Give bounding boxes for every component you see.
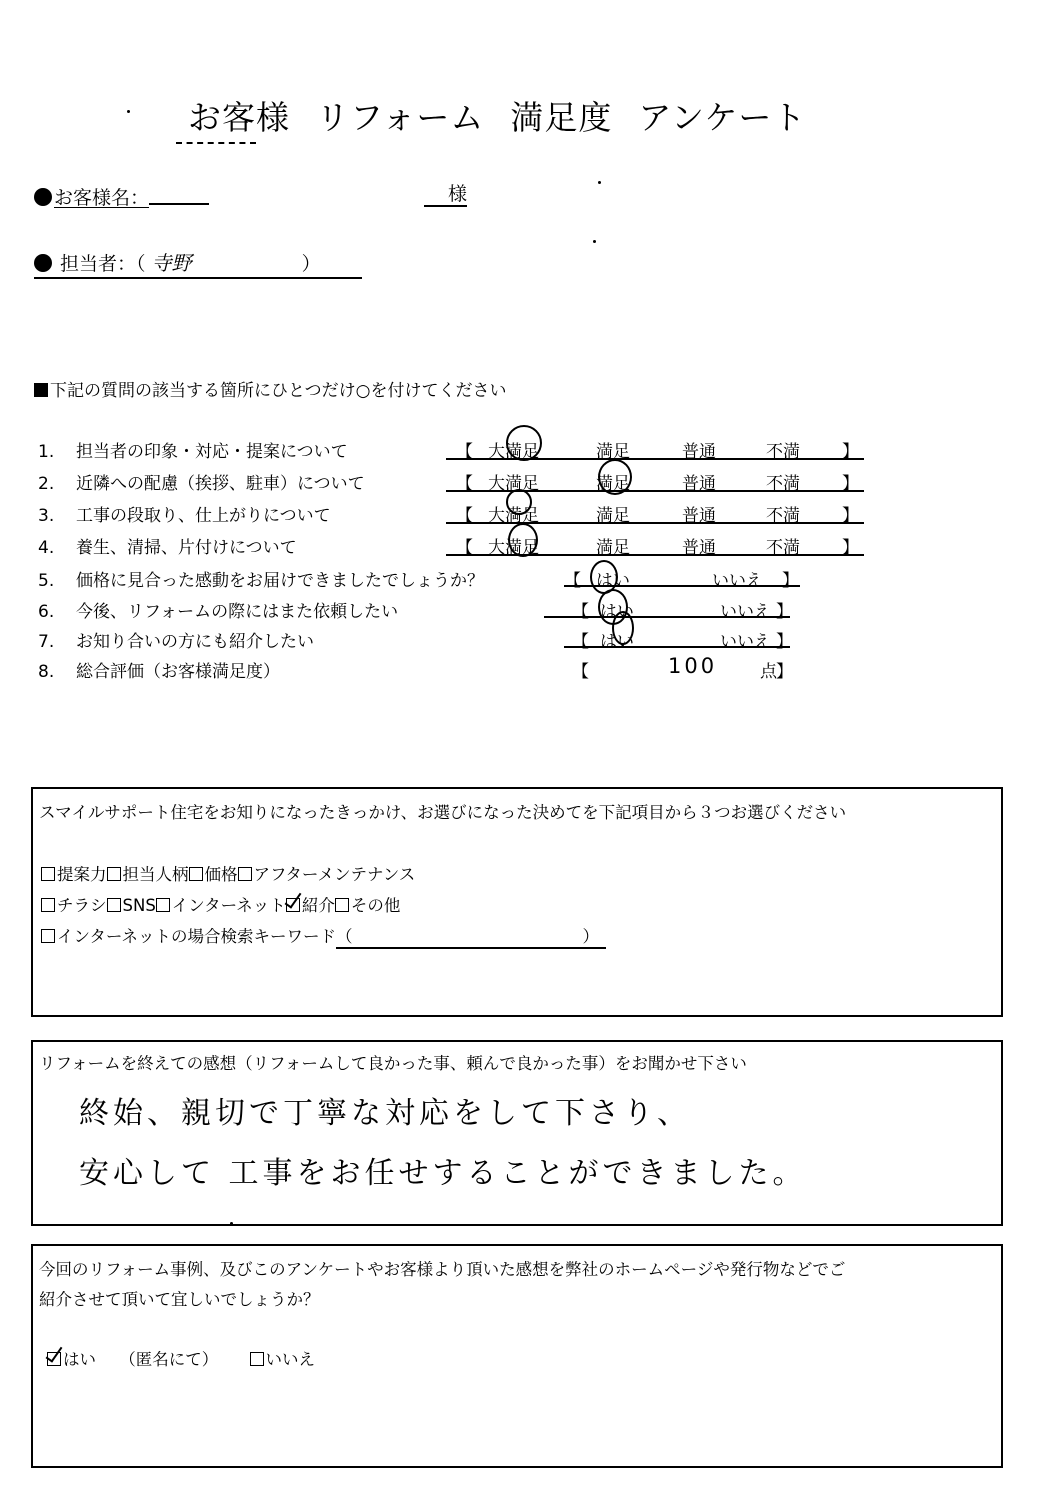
question-3: 3. 工事の段取り、仕上がりについて: [38, 506, 331, 526]
row-underline: [446, 522, 864, 524]
checkbox-teianryoku[interactable]: [41, 867, 55, 881]
scan-speck: [598, 181, 601, 184]
staff-close-paren: ）: [301, 253, 321, 275]
option-no[interactable]: いいえ: [720, 602, 771, 622]
rating-row-2: 【 大満足 満足 普通 不満 】: [446, 469, 864, 493]
scan-speck: [593, 240, 596, 243]
score-value-handwritten[interactable]: 100: [668, 654, 718, 678]
checkbox-kakaku[interactable]: [189, 867, 203, 881]
question-6: 6. 今後、リフォームの際にはまた依頼したい: [38, 602, 399, 622]
option-fuman[interactable]: 不満: [766, 442, 800, 462]
row-underline: [564, 585, 800, 587]
bullet-icon: [34, 188, 52, 206]
question-4: 4. 養生、清掃、片付けについて: [38, 538, 297, 558]
option-fuman[interactable]: 不満: [766, 474, 800, 494]
option-manzoku[interactable]: 満足: [596, 474, 630, 494]
keyword-row: インターネットの場合検索キーワード（ ）: [41, 923, 606, 949]
rating-row-1: 【 大満足 満足 普通 不満 】: [446, 437, 864, 461]
consent-question-line-2: 紹介させて頂いて宜しいでしょうか？: [39, 1290, 320, 1309]
question-text: 今後、リフォームの際にはまた依頼したい: [76, 602, 399, 622]
option-daimanzoku[interactable]: 大満足: [488, 442, 539, 462]
title-underline-mark: [176, 142, 256, 146]
selection-circle: [506, 489, 532, 515]
checkbox-after-maintenance[interactable]: [238, 867, 252, 881]
staff-label: 担当者：（: [60, 253, 146, 275]
bullet-icon: [34, 254, 52, 272]
option-no[interactable]: いいえ: [712, 571, 763, 591]
customer-name-input[interactable]: [149, 203, 209, 205]
consent-anonymous-label: （匿名にて）: [119, 1350, 219, 1369]
consent-no-label: いいえ: [265, 1350, 315, 1369]
customer-name-label: お客様名：: [54, 187, 150, 209]
title-part: 満足度: [510, 98, 613, 137]
source-box: [31, 787, 1003, 1017]
option-daimanzoku[interactable]: 大満足: [488, 538, 539, 558]
question-2: 2. 近隣への配慮（挨拶、駐車）について: [38, 474, 365, 494]
selection-circle: [612, 611, 634, 645]
question-text: 近隣への配慮（挨拶、駐車）について: [76, 474, 365, 494]
square-bullet-icon: [34, 383, 48, 397]
question-7: 7. お知り合いの方にも紹介したい: [38, 632, 314, 652]
scan-speck: [230, 1222, 233, 1225]
option-yes[interactable]: はい: [600, 602, 634, 622]
title-part: お客様: [188, 98, 290, 137]
option-yes[interactable]: はい: [600, 632, 634, 652]
checkbox-sns[interactable]: [107, 898, 121, 912]
checkbox-chirashi[interactable]: [41, 898, 55, 912]
impressions-box: [31, 1040, 1003, 1226]
question-text: 工事の段取り、仕上がりについて: [76, 506, 331, 526]
option-futsuu[interactable]: 普通: [682, 538, 716, 558]
title-part: アンケート: [638, 98, 807, 137]
title-part: リフォーム: [316, 98, 485, 137]
row-underline: [446, 490, 864, 492]
option-manzoku[interactable]: 満足: [596, 442, 630, 462]
consent-yes-label: はい: [63, 1350, 96, 1369]
option-manzoku[interactable]: 満足: [596, 538, 630, 558]
checkbox-shoukai[interactable]: [286, 898, 300, 912]
option-futsuu[interactable]: 普通: [682, 442, 716, 462]
option-yes[interactable]: はい: [596, 571, 630, 591]
yesno-row-6: 【 はい いいえ 】: [572, 597, 790, 621]
option-no[interactable]: いいえ: [720, 632, 771, 652]
row-underline: [544, 616, 790, 618]
rating-row-4: 【 大満足 満足 普通 不満 】: [446, 533, 864, 557]
source-options-row-2: チラシ SNS インターネット 紹介 その他: [41, 892, 400, 916]
checkbox-consent-yes[interactable]: [47, 1352, 61, 1366]
question-text: お知り合いの方にも紹介したい: [76, 632, 314, 652]
customer-name-suffix: 様: [424, 183, 467, 207]
customer-name-field: [34, 183, 209, 210]
selection-circle: [506, 425, 542, 461]
yesno-row-7: 【 はい いいえ 】: [572, 627, 790, 651]
checkbox-consent-no[interactable]: [250, 1352, 264, 1366]
question-5: 5. 価格に見合った感動をお届けできましたでしょうか？: [38, 571, 484, 591]
staff-name-handwritten[interactable]: 寺野: [151, 251, 192, 275]
checkbox-internet-keyword[interactable]: [41, 929, 55, 943]
option-fuman[interactable]: 不満: [766, 538, 800, 558]
option-fuman[interactable]: 不満: [766, 506, 800, 526]
question-1: 1. 担当者の印象・対応・提案について: [38, 442, 348, 462]
question-text: 担当者の印象・対応・提案について: [76, 442, 348, 462]
impressions-handwritten-line-2[interactable]: 安心して 工事をお任せすることができました。: [79, 1156, 807, 1191]
option-daimanzoku[interactable]: 大満足: [488, 506, 539, 526]
checkbox-tantou-hitogara[interactable]: [107, 867, 121, 881]
selection-circle: [508, 523, 538, 557]
checkbox-sonota[interactable]: [335, 898, 349, 912]
option-manzoku[interactable]: 満足: [596, 506, 630, 526]
question-text: 価格に見合った感動をお届けできましたでしょうか？: [76, 571, 484, 591]
source-options-row-1: 提案力 担当人柄 価格 アフターメンテナンス: [41, 861, 415, 885]
page-title: [188, 92, 806, 139]
option-futsuu[interactable]: 普通: [682, 506, 716, 526]
instructions: [34, 376, 507, 401]
score-row-8: 【 100 点 】: [572, 654, 793, 682]
consent-box: [31, 1244, 1003, 1468]
consent-question-line-1: 今回のリフォーム事例、及びこのアンケートやお客様より頂いた感想を弊社のホームページや発行物などでご: [39, 1260, 846, 1279]
option-futsuu[interactable]: 普通: [682, 474, 716, 494]
question-text: 総合評価（お客様満足度）: [76, 662, 280, 682]
row-underline: [446, 458, 864, 460]
option-daimanzoku[interactable]: 大満足: [488, 474, 539, 494]
checkbox-internet[interactable]: [156, 898, 170, 912]
consent-options: [47, 1346, 315, 1370]
row-underline: [564, 646, 790, 648]
source-box-heading: スマイルサポート住宅をお知りになったきっかけ、お選びになった決めてを下記項目から３つお選びください: [39, 803, 847, 822]
question-8: 8. 総合評価（お客様満足度）: [38, 662, 280, 682]
staff-field: [34, 250, 362, 279]
question-text: 養生、清掃、片付けについて: [76, 538, 297, 558]
scan-speck: [127, 110, 130, 113]
row-underline: [446, 554, 864, 556]
impressions-heading: リフォームを終えての感想（リフォームして良かった事、頼んで良かった事）をお聞かせ下さい: [39, 1054, 747, 1073]
impressions-handwritten-line-1[interactable]: 終始、親切で丁寧な対応をして下さり、: [79, 1096, 691, 1131]
rating-row-3: 【 大満足 満足 普通 不満 】: [446, 501, 864, 525]
instructions-text: 下記の質問の該当する箇所にひとつだけ○を付けてください: [50, 381, 507, 401]
yesno-row-5: 【 はい いいえ 】: [564, 566, 800, 590]
score-unit: 点: [760, 662, 777, 682]
keyword-input[interactable]: （ ）: [336, 923, 606, 949]
